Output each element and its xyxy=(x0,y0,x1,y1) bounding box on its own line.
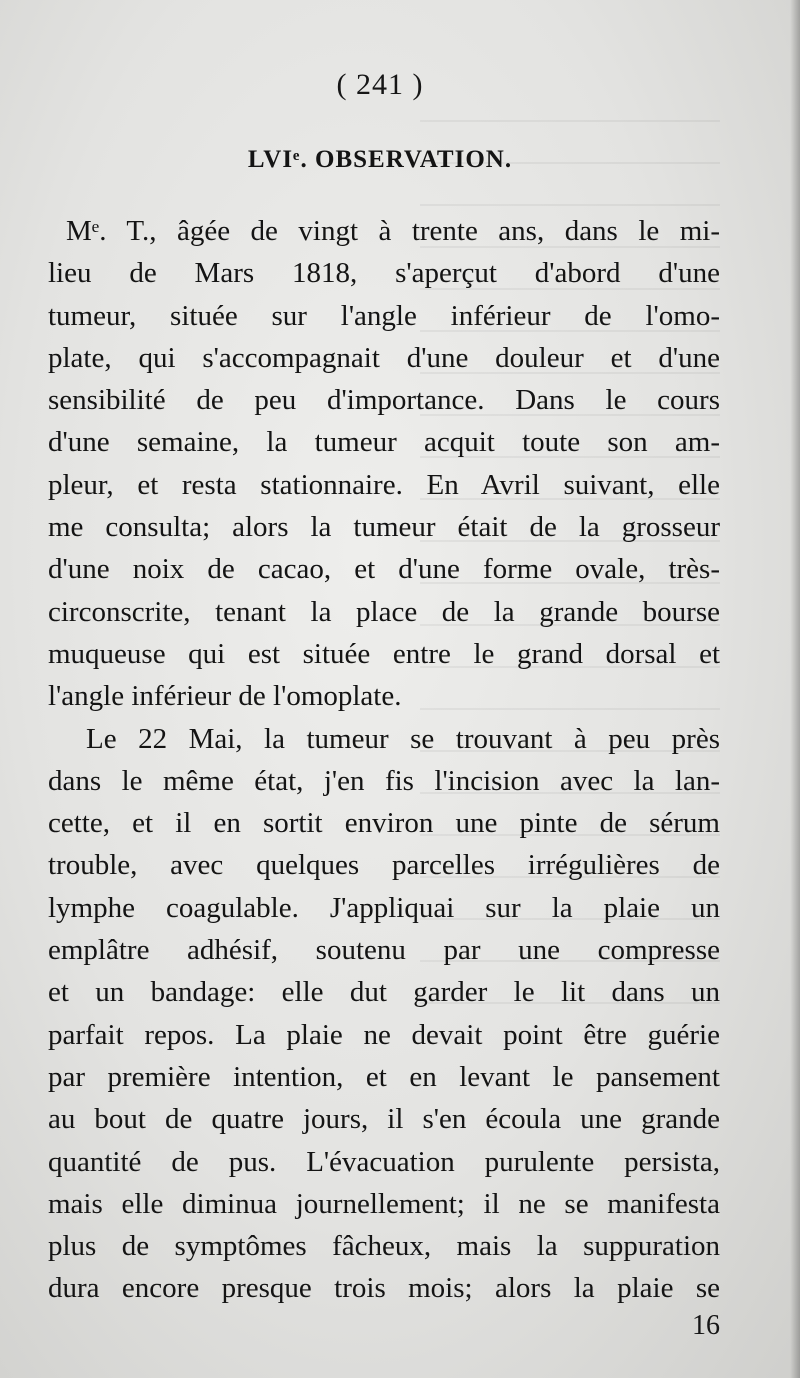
text-line: trouble, avec quelques parcelles irrégulières de xyxy=(48,849,720,882)
text-line: Mᵉ. T., âgée de vingt à trente ans, dans le mi- xyxy=(66,215,720,247)
text-line: pleur, et resta stationnaire. En Avril suivant, elle xyxy=(48,468,720,501)
text-line: Le 22 Mai, la tumeur se trouvant à peu près xyxy=(86,722,720,755)
page-edge-shadow xyxy=(790,0,800,1378)
text-line: plate, qui s'accompagnait d'une douleur et d'une xyxy=(48,341,720,374)
page-number: ( 241 ) xyxy=(336,68,424,101)
text-line: au bout de quatre jours, il s'en écoula une grande xyxy=(48,1103,720,1136)
text-line: parfait repos. La plaie ne devait point être guérie xyxy=(48,1018,720,1051)
text-line: d'une noix de cacao, et d'une forme ovale, très- xyxy=(48,553,720,586)
text-line: circonscrite, tenant la place de la grande bourse xyxy=(48,595,720,628)
text-line: quantité de pus. L'évacuation purulente persista, xyxy=(48,1145,720,1178)
text-line: d'une semaine, la tumeur acquit toute son am- xyxy=(48,426,720,459)
text-line: me consulta; alors la tumeur était de la grosseur xyxy=(48,511,720,544)
observation-heading: LVIᵉ. OBSERVATION. xyxy=(247,146,513,173)
body-text xyxy=(48,210,720,1310)
text-line: sensibilité de peu d'importance. Dans le cours xyxy=(48,384,720,417)
text-line: lieu de Mars 1818, s'aperçut d'abord d'une xyxy=(48,257,720,290)
text-line: plus de symptômes fâcheux, mais la suppuration xyxy=(48,1230,720,1263)
text-line: mais elle diminua journellement; il ne se manifesta xyxy=(48,1187,720,1220)
text-line: dans le même état, j'en fis l'incision avec la lan- xyxy=(48,764,720,797)
text-line: muqueuse qui est située entre le grand dorsal et xyxy=(48,637,720,670)
text-line: l'angle inférieur de l'omoplate. xyxy=(48,680,402,713)
text-line: emplâtre adhésif, soutenu par une compresse xyxy=(48,934,720,967)
text-line: lymphe coagulable. J'appliquai sur la plaie un xyxy=(48,891,720,924)
text-line: par première intention, et en levant le pansement xyxy=(48,1060,720,1093)
text-line: dura encore presque trois mois; alors la plaie se xyxy=(48,1272,720,1305)
signature-mark: 16 xyxy=(692,1310,720,1341)
text-line: et un bandage: elle dut garder le lit dans un xyxy=(48,976,720,1009)
text-line: cette, et il en sortit environ une pinte de sérum xyxy=(48,807,720,840)
text-line: tumeur, située sur l'angle inférieur de l'omo- xyxy=(48,299,720,332)
